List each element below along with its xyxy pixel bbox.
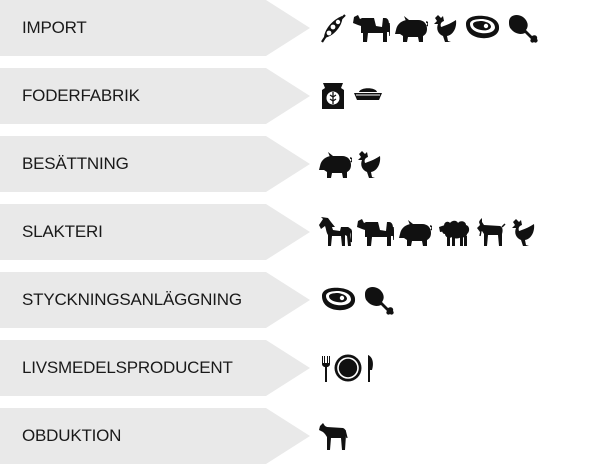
pig-icon <box>398 216 432 248</box>
chicken-icon <box>432 12 458 44</box>
stage-label: STYCKNINGSANLÄGGNING <box>22 290 242 309</box>
chicken-icon <box>510 216 536 248</box>
stage-icons <box>318 68 384 124</box>
cow-icon <box>356 216 394 248</box>
calf-icon <box>318 420 348 452</box>
drumstick-icon <box>506 12 540 44</box>
stage-label: IMPORT <box>22 18 87 37</box>
stage-icons <box>318 408 348 464</box>
stage-label: OBDUKTION <box>22 426 122 445</box>
stage-label: FODERFABRIK <box>22 86 140 105</box>
peas-icon <box>318 12 348 44</box>
horse-icon <box>318 216 352 248</box>
stage-icons <box>318 272 396 328</box>
pig-icon <box>318 148 352 180</box>
stage-row <box>0 204 592 260</box>
plate-cutlery-icon <box>318 352 378 384</box>
stage-row <box>0 340 592 396</box>
steak-icon <box>462 12 502 44</box>
goat-icon <box>476 216 506 248</box>
stage-row <box>0 136 592 192</box>
stage-row <box>0 272 592 328</box>
feed-bowl-icon <box>352 80 384 112</box>
chicken-icon <box>356 148 382 180</box>
sheep-icon <box>436 216 472 248</box>
stage-icons <box>318 136 382 192</box>
drumstick-icon <box>362 284 396 316</box>
stage-icons <box>318 0 540 56</box>
stage-label: SLAKTERI <box>22 222 103 241</box>
stage-icons <box>318 204 536 260</box>
steak-icon <box>318 284 358 316</box>
stage-row <box>0 408 592 464</box>
feed-bag-icon <box>318 80 348 112</box>
stage-icons <box>318 340 378 396</box>
stage-label: LIVSMEDELSPRODUCENT <box>22 358 233 377</box>
stage-row <box>0 68 592 124</box>
stage-label: BESÄTTNING <box>22 154 129 173</box>
cow-icon <box>352 12 390 44</box>
pig-icon <box>394 12 428 44</box>
stage-row <box>0 0 592 56</box>
